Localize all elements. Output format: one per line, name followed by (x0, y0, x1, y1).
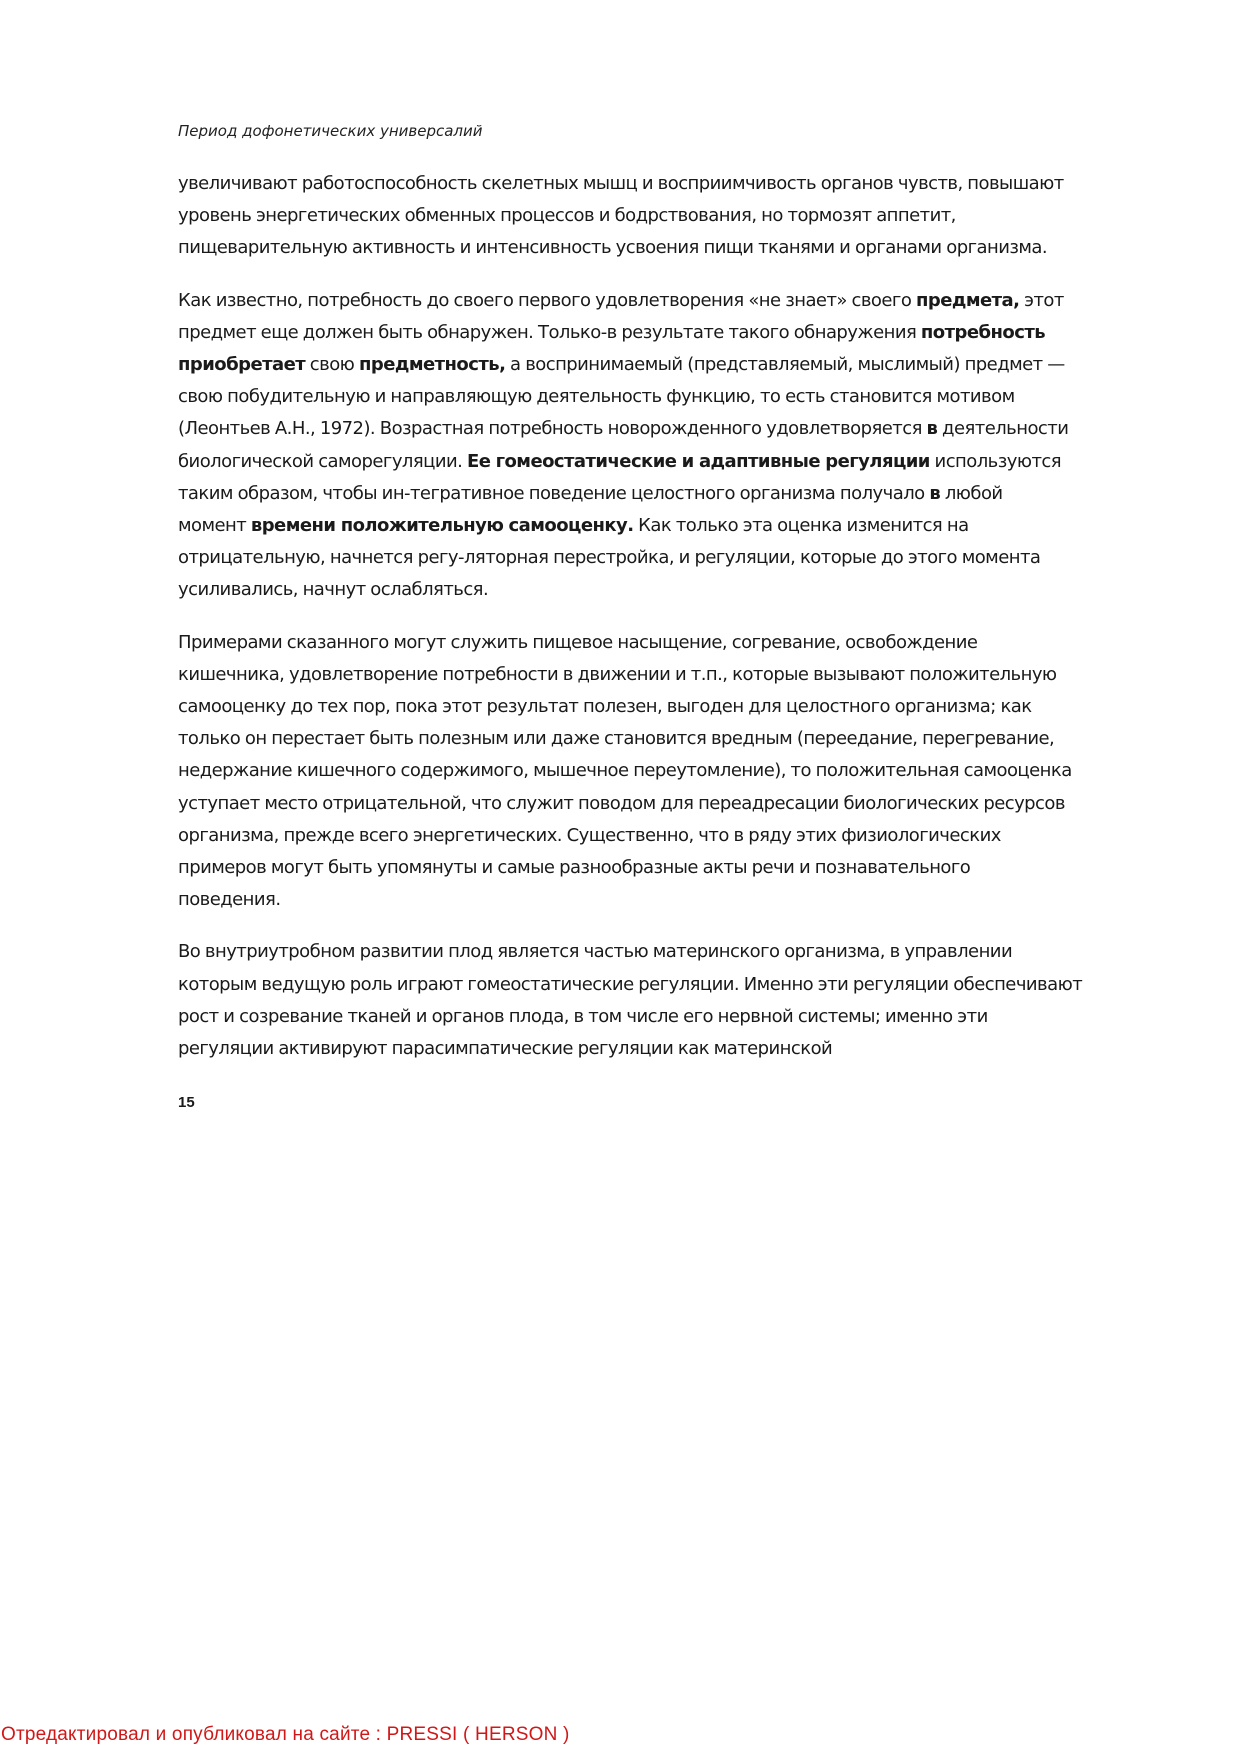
text-line (178, 723, 1178, 755)
paragraph (178, 627, 1178, 917)
text-line (178, 1001, 1178, 1033)
text-line (178, 659, 1178, 691)
text-run: биологической саморегуляции. (178, 450, 467, 472)
text-line (178, 510, 1178, 542)
text-line (178, 168, 1178, 200)
text-run: деятельности (937, 418, 1069, 440)
bold-text-run: времени положительную самооценку. (250, 515, 634, 537)
footer-credit: Отредактировал и опубликовал на сайте : PRESSI ( HERSON ) (1, 1724, 570, 1745)
text-line (178, 1033, 1178, 1065)
text-run: таким образом, чтобы ин-тегративное поведение целостного организма получало (178, 482, 930, 504)
text-run: Примерами сказанного могут служить пищевое насыщение, согревание, освобождение (178, 631, 978, 653)
bold-text-run: Ее гомеостатические и адаптивные регуляции (467, 450, 930, 472)
text-run: примеров могут быть упомянуты и самые разнообразные акты речи и познавательного (178, 857, 971, 879)
text-line (178, 574, 1178, 606)
text-run: кишечника, удовлетворение потребности в движении и т.п., которые вызывают положительную (178, 663, 1057, 685)
text-run: момент (178, 515, 251, 537)
text-line (178, 969, 1178, 1001)
text-line (178, 349, 1178, 381)
text-run: предмет еще должен быть обнаружен. Только-в результате такого обнаружения (178, 321, 921, 343)
text-line (178, 820, 1178, 852)
text-line (178, 691, 1178, 723)
text-run: поведения. (178, 889, 281, 911)
text-run: любой (940, 482, 1003, 504)
text-run: используются (929, 450, 1062, 472)
running-header: Период дофонетических универсалий (178, 122, 483, 140)
bold-text-run: предметность, (358, 354, 506, 376)
text-run: усиливались, начнут ослабляться. (178, 579, 489, 601)
text-line (178, 936, 1178, 968)
text-run: Как только эта оценка изменится на (633, 515, 969, 537)
bold-text-run: предмета, (915, 289, 1020, 311)
bold-text-run: в (926, 418, 938, 440)
text-run: организма, прежде всего энергетических. Существенно, что в ряду этих физиологических (178, 824, 1001, 846)
text-run: увеличивают работоспособность скелетных мышц и восприимчивость органов чувств, повышают (178, 173, 1064, 194)
paragraph (178, 168, 1178, 265)
bold-text-run: потребность (920, 321, 1046, 343)
text-line (178, 413, 1178, 445)
text-run: уступает место отрицательной, что служит поводом для переадресации биологических ресурсов (178, 792, 1065, 814)
text-run: свою (305, 354, 359, 376)
text-line (178, 200, 1178, 232)
text-run: отрицательную, начнется регу-ляторная перестройка, и регуляции, которые до этого момента (178, 547, 1041, 569)
text-line (178, 446, 1178, 478)
body-text (178, 168, 1178, 1085)
text-line (178, 317, 1178, 349)
text-line (178, 478, 1178, 510)
text-run: самооценку до тех пор, пока этот результат полезен, выгоден для целостного организма; как (178, 696, 1032, 718)
page-number: 15 (178, 1094, 195, 1111)
text-line (178, 232, 1178, 264)
text-run: недержание кишечного содержимого, мышечное переутомление), то положительная самооценка (178, 760, 1072, 782)
text-run: которым ведущую роль играют гомеостатические регуляции. Именно эти регуляции обеспечивают (178, 973, 1083, 995)
text-line (178, 755, 1178, 787)
text-line (178, 627, 1178, 659)
text-run: Как известно, потребность до своего первого удовлетворения «не знает» своего (178, 289, 916, 311)
text-run: регуляции активируют парасимпатические регуляции как материнской (178, 1038, 833, 1060)
text-line (178, 884, 1178, 916)
text-run: свою побудительную и направляющую деятельность функцию, то есть становится мотивом (178, 386, 1015, 408)
text-line (178, 542, 1178, 574)
text-line (178, 788, 1178, 820)
text-run: а воспринимаемый (представляемый, мыслимый) предмет — (505, 354, 1065, 376)
text-line (178, 852, 1178, 884)
text-run: пищеварительную активность и интенсивность усвоения пищи тканями и органами организма. (178, 237, 1048, 259)
text-run: уровень энергетических обменных процессов и бодрствования, но тормозят аппетит, (178, 205, 956, 227)
bold-text-run: приобретает (178, 354, 306, 376)
paragraph (178, 936, 1178, 1065)
text-line (178, 285, 1178, 317)
text-line (178, 381, 1178, 413)
text-run: (Леонтьев А.Н., 1972). Возрастная потребность новорожденного удовлетворяется (178, 418, 927, 440)
text-run: этот (1019, 289, 1064, 311)
text-run: только он перестает быть полезным или даже становится вредным (переедание, перегревание, (178, 728, 1055, 750)
text-run: Во внутриутробном развитии плод является частью материнского организма, в управлении (178, 941, 1013, 963)
text-run: рост и созревание тканей и органов плода, в том числе его нервной системы; именно эти (178, 1005, 988, 1027)
bold-text-run: в (929, 482, 941, 504)
paragraph (178, 285, 1178, 607)
